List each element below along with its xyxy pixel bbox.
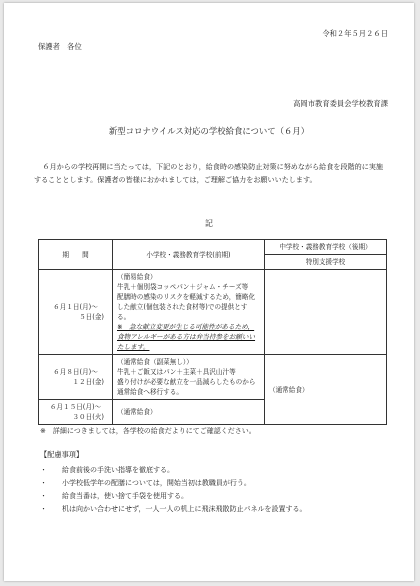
elementary-cell: （通常給食）: [113, 400, 265, 425]
menu-line: 牛乳＋個別袋コッペパン＋ジャム・チーズ等: [117, 283, 249, 291]
document-page: [4, 3, 414, 581]
elementary-cell: [113, 355, 265, 400]
header-elementary: 小学校・義務教育学校(前期): [113, 240, 265, 270]
table-row: [39, 270, 387, 355]
header-period: 期 間: [39, 240, 113, 270]
considerations-list: [40, 464, 306, 516]
bullet: ・: [40, 466, 47, 474]
elementary-cell: [113, 270, 265, 355]
menu-line: 配膳時の感染のリスクを軽減するため，簡略化した献立(個包装された食材等)での提供とする。: [117, 293, 256, 321]
period-cell: [39, 270, 113, 355]
list-item: ・ 机は向かい合わせにせず，一人一人の机上に飛沫飛散防止パネルを設置する。: [40, 503, 306, 516]
document-title: 新型コロナウイルス対応の学校給食について（６月）: [108, 126, 310, 136]
header-junior: 中学校・義務教育学校（後期）: [265, 240, 387, 255]
allergy-note: ※ 急な献立変更が生じる可能性があるため，食物アレルギーがある方は弁当持参をお願いいたします。: [117, 323, 256, 351]
period-end: ３０日(火): [72, 413, 104, 421]
sender: 高岡市教育委員会学校教育課: [293, 99, 388, 108]
period-end: １２日(金): [72, 378, 104, 386]
junior-cell: [265, 270, 387, 355]
header-special: 特別支援学校: [265, 255, 387, 270]
recipient: 保護者 各位: [38, 42, 82, 51]
menu-line: 牛乳＋ご飯又はパン＋主菜＋具沢山汁等: [117, 368, 236, 376]
bullet: ・: [40, 505, 47, 513]
list-item: ・ 給食前後の手洗い指導を徹底する。: [40, 464, 306, 477]
list-item: ・ 給食当番は，使い捨て手袋を使用する。: [40, 490, 306, 503]
period-end: ５日(金): [79, 313, 104, 321]
menu-line: 盛り付けが必要な献立を一品減らしたものから通常給食へ移行する。: [117, 378, 256, 396]
lunch-schedule-table: [38, 239, 387, 425]
table-row: [39, 355, 387, 400]
considerations-heading: 【配慮事項】: [40, 450, 84, 459]
intro-paragraph: ６月からの学校再開に当たっては，下記のとおり，給食時の感染防止対策に努めながら給食を段階的に実施することとします。保護者の皆様におかれましては，ご理解ご協力をお願いいたします。: [34, 162, 384, 184]
period-start: ６月１日(月)～: [53, 303, 98, 311]
period-start: ６月８日(月)～: [53, 368, 98, 376]
list-item: ・ 小学校低学年の配膳については，開始当初は教職員が行う。: [40, 477, 306, 490]
period-cell: [39, 400, 113, 425]
ki-heading: 記: [205, 219, 213, 228]
footnote: ※ 詳細につきましては，各学校の給食だよりにてご確認ください。: [40, 427, 256, 435]
issue-date: 令和２年５月２６日: [322, 29, 388, 38]
junior-merged-cell: （通常給食）: [265, 355, 387, 425]
menu-heading: （通常給食（副菜無し））: [117, 358, 193, 366]
bullet: ・: [40, 479, 47, 487]
bullet: ・: [40, 492, 47, 500]
menu-heading: （簡易給食）: [117, 273, 157, 281]
period-cell: [39, 355, 113, 400]
period-start: ６月１５日(月)～: [49, 403, 102, 411]
